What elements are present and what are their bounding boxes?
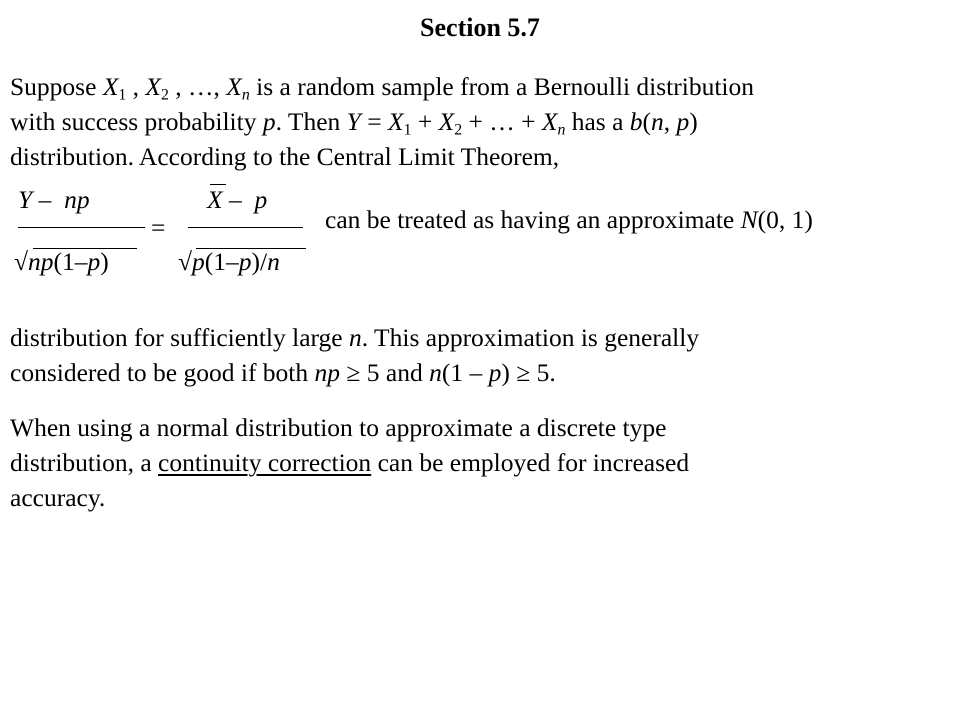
- var-n: n: [651, 107, 664, 136]
- text: ,: [663, 107, 677, 136]
- text: ≥ 5 and: [340, 358, 430, 387]
- condition-line-2: [10, 355, 950, 390]
- var-N: N: [740, 205, 758, 234]
- var-b: b: [629, 107, 643, 136]
- continuity-line-2: [10, 445, 950, 480]
- condition-paragraph: [10, 320, 950, 390]
- denominator-left: √np(1–p): [14, 247, 109, 276]
- continuity-paragraph: [10, 410, 950, 515]
- text: ,: [126, 72, 146, 101]
- equals-sign: =: [151, 213, 166, 242]
- condition-line-1: [10, 320, 950, 355]
- var-x: X: [145, 72, 161, 101]
- sqrt-icon: √: [14, 247, 28, 276]
- subscript: 1: [403, 121, 412, 139]
- text: Suppose: [10, 72, 103, 101]
- text: , …,: [168, 72, 227, 101]
- var-np: np: [314, 358, 341, 387]
- radical-bar-right: [196, 248, 306, 249]
- text: has a: [565, 107, 630, 136]
- intro-line-1: [10, 69, 950, 104]
- intro-line-3: distribution. According to the Central Limit Theorem,: [10, 142, 560, 171]
- continuity-line-3: accuracy.: [10, 483, 106, 512]
- subscript: 2: [454, 121, 463, 139]
- subscript: n: [241, 86, 250, 104]
- subscript: 2: [161, 86, 169, 104]
- text: (1 –: [441, 358, 489, 387]
- var-x: X: [102, 72, 119, 101]
- continuity-correction-term: continuity correction: [158, 448, 372, 477]
- var-n: n: [429, 358, 442, 387]
- xbar-overline: [210, 184, 226, 185]
- text: distribution for sufficiently large: [10, 323, 349, 352]
- var-x: X: [438, 107, 455, 136]
- clt-formula: [0, 175, 960, 285]
- continuity-line-1: When using a normal distribution to approximate a discrete type: [10, 413, 667, 442]
- var-x: X: [226, 72, 242, 101]
- text: + … +: [462, 107, 542, 136]
- text: (0, 1): [757, 205, 813, 234]
- var-x: X: [541, 107, 558, 136]
- page-title: Section 5.7: [420, 13, 540, 42]
- var-p: p: [676, 107, 690, 136]
- subscript: 1: [118, 86, 127, 104]
- intro-line-2: [10, 104, 950, 139]
- sqrt-icon: √: [178, 247, 192, 276]
- text: . This approximation is generally: [361, 323, 700, 352]
- text: is a random sample from a Bernoulli distribution: [249, 72, 755, 101]
- var-n: n: [349, 323, 362, 352]
- intro-paragraph: [10, 69, 950, 174]
- text: distribution, a: [10, 448, 159, 477]
- numerator-right: X – p: [207, 185, 268, 214]
- denominator-right: √p(1–p)/n: [178, 247, 280, 276]
- text: (: [642, 107, 652, 136]
- var-y: Y: [346, 107, 361, 136]
- subscript: n: [557, 121, 566, 139]
- text: considered to be good if both: [10, 358, 315, 387]
- fraction-bar-left: [18, 227, 145, 228]
- var-p: p: [488, 358, 502, 387]
- var-x: X: [387, 107, 404, 136]
- radical-bar-left: [33, 248, 137, 249]
- text: ): [689, 107, 698, 136]
- text: =: [360, 107, 388, 136]
- text: can be employed for increased: [371, 448, 690, 477]
- text: +: [411, 107, 439, 136]
- numerator-left: Y – np: [18, 185, 90, 214]
- formula-tail: [325, 205, 813, 235]
- text: with success probability: [10, 107, 263, 136]
- var-p: p: [262, 107, 276, 136]
- text: . Then: [275, 107, 347, 136]
- fraction-bar-right: [188, 227, 303, 228]
- text: can be treated as having an approximate: [325, 205, 741, 234]
- text: ) ≥ 5.: [501, 358, 556, 387]
